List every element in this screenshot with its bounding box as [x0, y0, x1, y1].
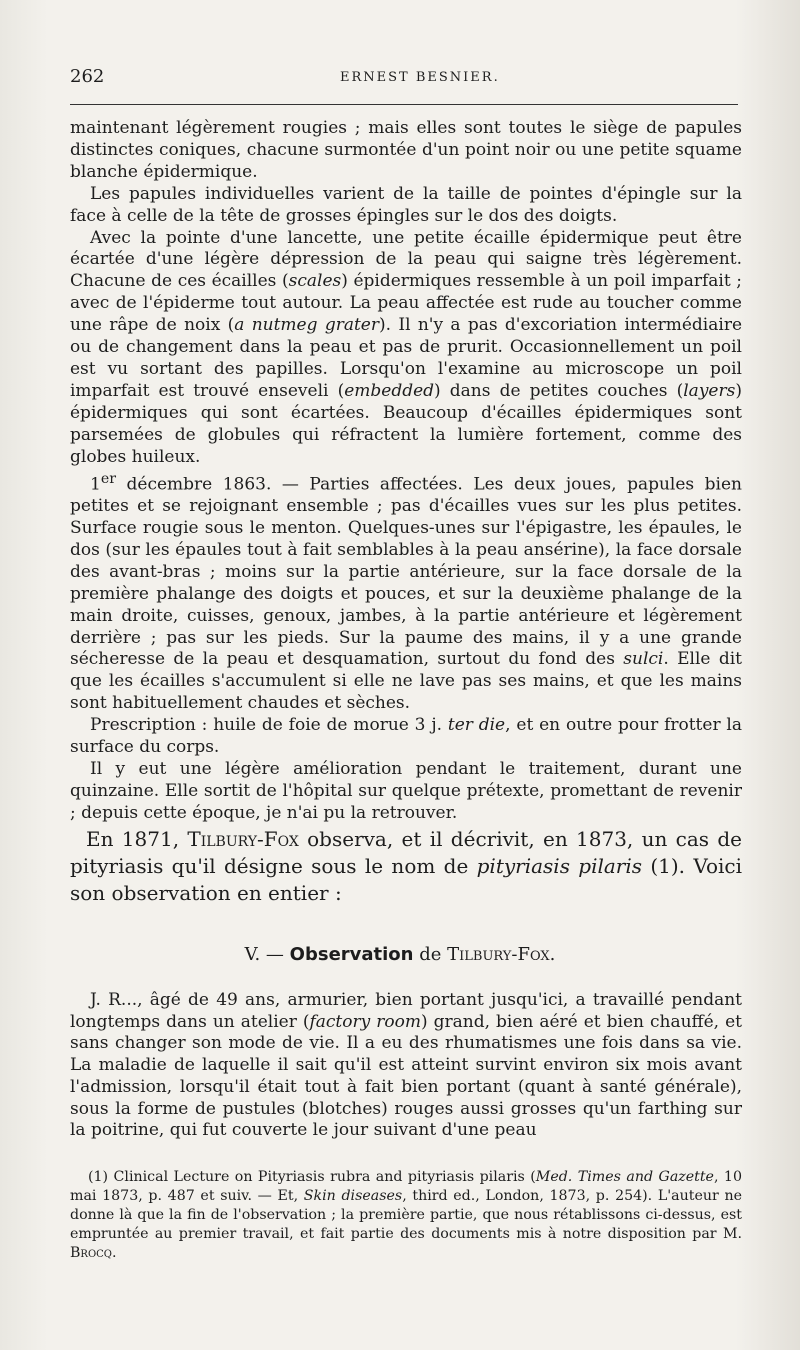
footnote-paragraph: [70, 1168, 742, 1263]
paragraph-3: [70, 228, 742, 469]
case-continuation: [70, 118, 742, 825]
header-rule: [70, 104, 738, 105]
section-title: Observation: [289, 944, 414, 965]
italic-term: pityriasis pilaris: [476, 854, 643, 878]
section-numeral: V. —: [244, 944, 290, 965]
text-run: J. R..., âgé de 49 ans, armurier, bien portant jusqu'ici, a travaillé pendant longtemps dans un atelier (: [70, 990, 742, 1032]
italic-term: factory room: [309, 1011, 421, 1032]
italic-term: sulci: [623, 649, 664, 670]
text-run: . Elle dit que les écailles s'accumulent si elle ne lave pas ses mains, et que les mains sont habituellement chaudes et sèches.: [70, 649, 742, 714]
observation-text: [70, 990, 742, 1142]
date-day: 1: [90, 474, 101, 495]
italic-term: Skin diseases: [303, 1188, 403, 1204]
author-name: Brocq.: [70, 1245, 117, 1261]
italic-term: layers: [683, 380, 736, 401]
text-run: En 1871,: [86, 827, 188, 851]
text-run: , et en outre pour frotter la surface du corps.: [70, 715, 742, 758]
italic-term: embedded: [344, 380, 435, 401]
text-run: décembre 1863. — Parties affectées. Les deux joues, papules bien petites et se rejoignant ensemble ; pas d'écailles vues sur les plus petites. Surface rougie sous le menton. Quelques-unes sur l'épigastre, les épaules, le dos (sur les épaules tout à fait semblables à la peau ansérine), la face dorsale des avant-bras ; moins sur la partie antérieure, sur la face dorsale de la première phalange des doigts et pouces, et sur la deuxième phalange de la main droite, cuisses, genoux, jambes, à la partie antérieure et légèrement derrière ; pas sur les pieds. Sur la paume des mains, il y a une grande sécheresse de la peau et desquamation, surtout du fond des: [70, 474, 742, 670]
author-name: Tilbury-Fox: [187, 827, 299, 851]
paragraph-6: Il y eut une légère amélioration pendant le traitement, durant une quinzaine. Elle sortit de l'hôpital sur quelque prétexte, promettant de revenir ; depuis cette époque, je n'ai pu la retrouver.: [70, 758, 742, 823]
paragraph-5: [70, 715, 742, 759]
text-run: (1) Clinical Lecture on Pityriasis rubra and pityriasis pilaris (: [88, 1169, 536, 1185]
observation-intro: [70, 826, 742, 907]
footnote: [70, 1168, 742, 1263]
page-header: [70, 66, 740, 96]
page-number: 262: [70, 66, 105, 87]
italic-term: ter die: [447, 715, 506, 736]
text-run: ) grand, bien aéré et bien chauffé, et sans changer son mode de vie. Il a eu des rhumatismes une fois dans sa vie. La maladie de laquelle il sait qu'il est atteint survint environ six mois avant l'admission, lorsqu'il était tout à fait bien portant (quant à santé générale), sous la forme de pustules (blotches) rouges aussi grosses qu'un farthing sur la poitrine, qui fut couverte le jour suivant d'une peau: [70, 1011, 742, 1141]
observation-paragraph: [70, 990, 742, 1142]
text-run: (1). Voici son observation en entier :: [70, 854, 743, 905]
text-run: , 10 mai 1873, p. 487 et suiv. — Et,: [70, 1169, 742, 1204]
section-heading: [0, 944, 800, 965]
text-run: ) épidermiques qui sont écartées. Beaucoup d'écailles épidermiques sont parsemées de globules qui réfractent la lumière fortement, comme des globes huileux.: [70, 380, 742, 467]
paragraph-4: [70, 469, 742, 716]
ordinal-suffix: er: [100, 470, 116, 487]
text-run: ). Il n'y a pas d'excoriation intermédiaire ou de changement dans la peau et pas de prurit. Occasionnellement un poil est vu sortant des papilles. Lorsqu'on l'examine au microscope un poil imparfait est trouvé enseveli (: [70, 315, 743, 401]
running-head: ERNEST BESNIER.: [340, 70, 500, 85]
italic-term: Med. Times and Gazette: [535, 1169, 714, 1185]
text-run: ) dans de petites couches (: [434, 380, 684, 401]
italic-term: a nutmeg grater: [234, 315, 379, 336]
paragraph-1: maintenant légèrement rougies ; mais elles sont toutes le siège de papules distinctes coniques, chacune surmontée d'un point noir ou une petite squame blanche épidermique.: [70, 118, 742, 182]
paragraph-2: Les papules individuelles varient de la taille de pointes d'épingle sur la face à celle de la tête de grosses épingles sur le dos des doigts.: [70, 183, 742, 226]
text-run: de: [413, 944, 448, 965]
text-run: , third ed., London, 1873, p. 254). L'auteur ne donne là que la fin de l'observation ; la première partie, que nous rétablissons ci-dessus, est empruntée au premier travail, et fait partie des documents mis à notre disposition par M.: [70, 1188, 743, 1242]
intro-paragraph: [70, 826, 742, 907]
text-run: Avec la pointe d'une lancette, une petite écaille épidermique peut être écartée d'une légère dépression de la peau qui saigne très légèrement. Chacune de ces écailles (: [70, 227, 742, 292]
text-run: Prescription : huile de foie de morue 3 j.: [90, 715, 448, 736]
section-author: Tilbury-Fox.: [447, 944, 556, 965]
italic-term: scales: [288, 271, 342, 292]
text-run: ) épidermiques ressemble à un poil imparfait ; avec de l'épiderme tout autour. La peau affectée est rude au toucher comme une râpe de noix (: [70, 271, 742, 336]
text-run: observa, et il décrivit, en 1873, un cas de pityriasis qu'il désigne sous le nom de: [70, 827, 742, 878]
